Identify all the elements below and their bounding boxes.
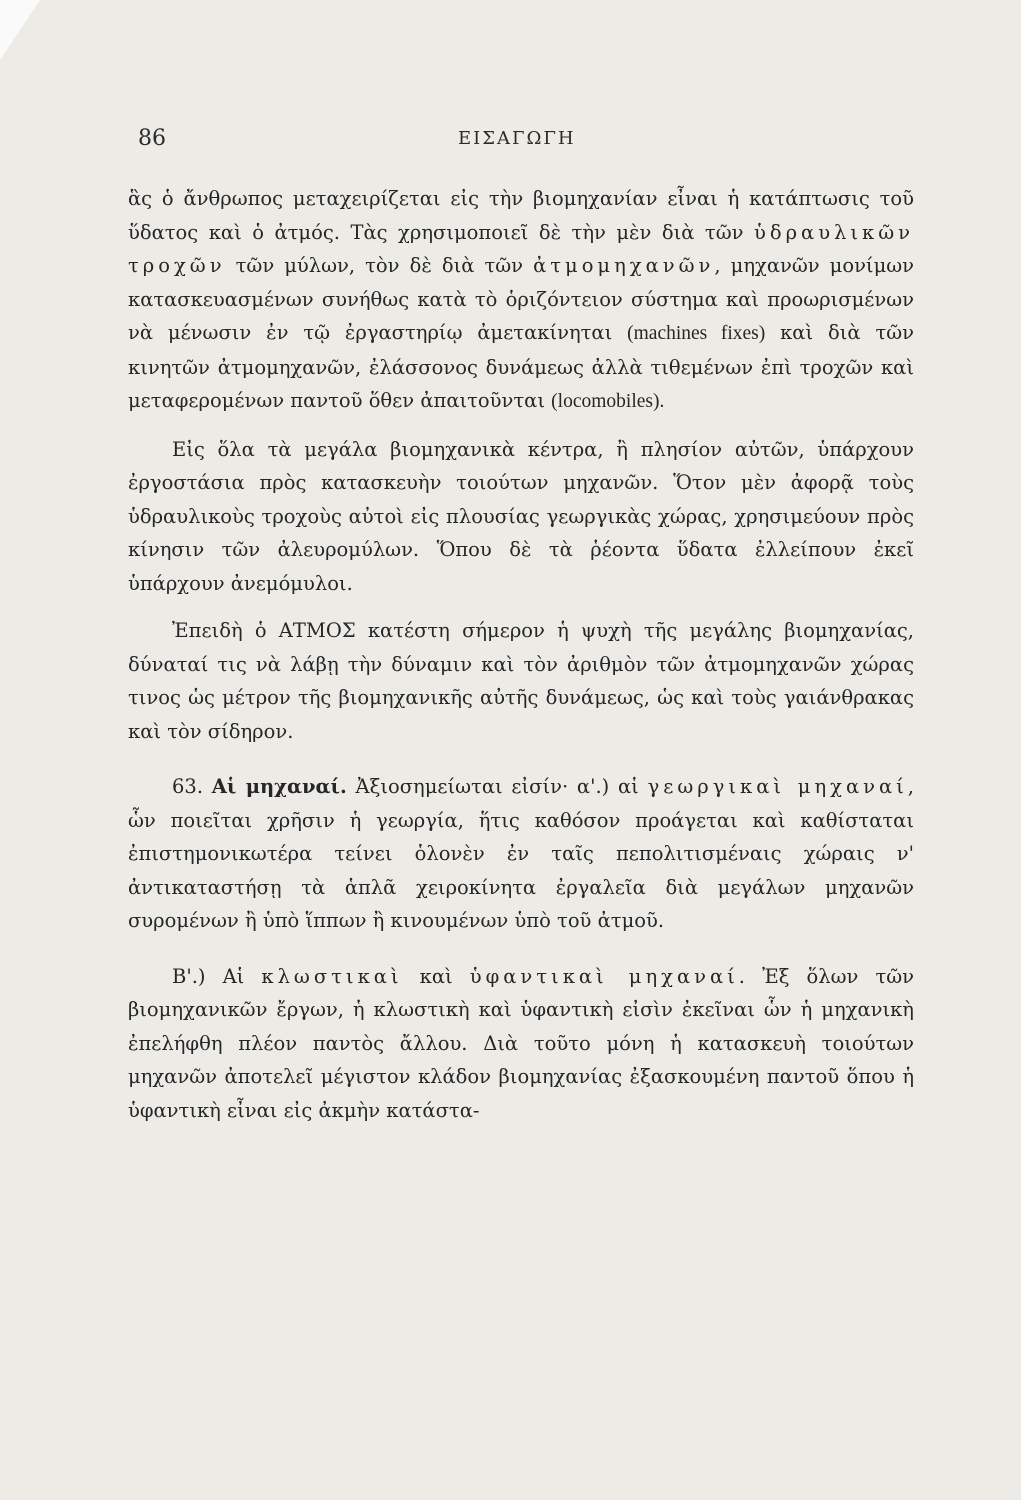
paragraph-1 [128,182,914,419]
text-run: Ἀξιοσημείωται εἰσίν· α'.) αἱ [346,775,648,798]
section-number: 63. [172,775,204,798]
text-run: τῶν μύλων, τὸν δὲ διὰ τῶν [225,254,534,277]
spaced-term-hydraulic-wheels: ὑδραυλικῶν τροχῶν [128,220,914,277]
french-term-machines-fixes: (machines fixes) [627,323,766,344]
spaced-term-steam-engines: ἀτμομηχανῶν [533,254,715,277]
text-run: . Ἐξ ὅλων τῶν βιομηχανικῶν ἔργων, ἡ κλωστικὴ καὶ ὑφαντικὴ εἰσὶν ἐκεῖναι ὧν ἡ μηχανικὴ ἐπελήφθη πλέον παντὸς ἄλλου. Διὰ τοῦτο μόνη ἡ κατασκευὴ τοιούτων μηχανῶν ἀποτελεῖ μέγιστον κλάδον βιομηχανίας ἐξασκουμένη παντοῦ ὅπου ἡ ὑφαντικὴ εἶναι εἰς ἀκμὴν κατάστα- [128,964,914,1122]
text-run: , μηχανῶν μονίμων κατασκευασμένων συνήθως κατὰ τὸ ὁριζόντειον σύστημα καὶ προωρισμένων νὰ μένωσιν ἐν τῷ ἐργαστηρίῳ ἀμετακίνηται [128,254,914,344]
page-header [138,126,901,156]
text-run: Ἐπειδὴ ὁ [172,619,279,642]
paragraph-2: Εἰς ὅλα τὰ μεγάλα βιομηχανικὰ κέντρα, ἢ πλησίον αὐτῶν, ὑπάρχουν ἐργοστάσια πρὸς κατασκευὴν τοιούτων μηχανῶν. Ὅτον μὲν ἀφορᾷ τοὺς ὑδραυλικοὺς τροχοὺς αὐτοὶ εἰς πλουσίας γεωργικὰς χώρας, χρησιμεύουν πρὸς κίνησιν τῶν ἀλευρομύλων. Ὅπου δὲ τὰ ῥέοντα ὕδατα ἐλλείπουν ἐκεῖ ὑπάρχουν ἀνεμόμυλοι. [128,437,914,595]
term-atmos: ΑΤΜΟΣ [278,619,356,642]
running-title: ΕΙΣΑΓΩΓΗ [458,128,576,149]
text-run: , ὧν ποιεῖται χρῆσιν ἡ γεωργία, ἥτις καθόσον προάγεται καὶ καθίσταται ἐπιστημονικωτέρα τείνει ὁλονὲν ἐν ταῖς πεπολιτισμέναις χώραις ν' ἀντικαταστήσῃ τὰ ἁπλᾶ χειροκίνητα ἐργαλεῖα διὰ μεγάλων μηχανῶν συρομένων ἢ ὑπὸ ἵππων ἢ κινουμένων ὑπὸ τοῦ ἀτμοῦ. [128,775,914,932]
page-number: 86 [138,126,166,151]
paragraph-4-section-63 [128,770,914,938]
section-heading: Αἱ μηχαναί. [211,775,347,798]
text-run: καὶ [402,964,470,988]
text-run: καὶ διὰ τῶν κινητῶν ἀτμομηχανῶν, ἐλάσσονος δυνάμεως ἀλλὰ τιθεμένων ἐπὶ τροχῶν καὶ μεταφερομένων παντοῦ ὅθεν ἀπαιτοῦνται [128,321,914,412]
french-term-locomobiles: (locomobiles). [551,391,665,412]
text-run: ἃς ὁ ἄνθρωπος μεταχειρίζεται εἰς τὴν βιομηχανίαν εἶναι ἡ κατάπτωσις τοῦ ὕδατος καὶ ὁ ἀτμός. Τὰς χρησιμοποιεῖ δὲ τὴν μὲν διὰ τῶν [128,187,914,244]
paragraph-5 [128,960,914,1128]
spaced-term-weaving-machines: ὑφαντικαὶ μηχαναί [469,964,739,988]
spaced-term-spinning: κλωστικαὶ [261,964,403,988]
body-text [128,182,914,1127]
text-run: Β'.) Αἱ [172,964,262,988]
paragraph-3 [128,614,914,748]
text-run: κατέστη σήμερον ἡ ψυχὴ τῆς μεγάλης βιομηχανίας, δύναταί τις νὰ λάβῃ τὴν δύναμιν καὶ τὸν ἀριθμὸν τῶν ἀτμομηχανῶν χώρας τινος ὡς μέτρον τῆς βιομηχανικῆς αὐτῆς δυνάμεως, ὡς καὶ τοὺς γαιάνθρακας καὶ τὸν σίδηρον. [128,619,914,743]
torn-corner [0,0,40,60]
spaced-term-agricultural-machines: γεωργικαὶ μηχαναί [647,775,908,798]
